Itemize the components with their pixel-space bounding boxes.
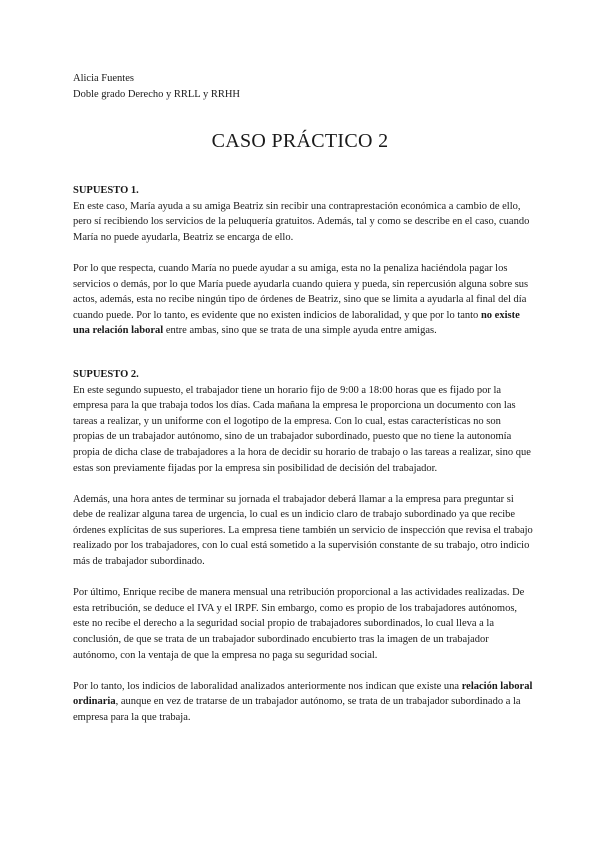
text-run: , aunque en vez de tratarse de un trabajador autónomo, se trata de un trabajador subordinado a la empresa para la que trabaja. — [73, 696, 521, 723]
document-body — [73, 183, 533, 741]
bold-text: no existe una relación laboral — [73, 309, 520, 337]
paragraph: En este segundo supuesto, el trabajador tiene un horario fijo de 9:00 a 18:00 horas que es fijado por la empresa para la que trabaja todos los días. Cada mañana la empresa le proporciona un documento con las tareas a realizar, y un uniforme con el logotipo de la empresa. Con lo cual, estas características no son propias de un trabajador autónomo, sino de un trabajador subordinado, puesto que no tiene la autonomía propia de dicha clase de trabajadores a la hora de decidir su horario de trabajo o las tareas a realizar, sino que estas son previamente fijadas por la empresa sin posibilidad de decisión del trabajador. — [73, 384, 531, 474]
bold-text: relación laboral ordinaria — [73, 680, 533, 708]
degree-name: Doble grado Derecho y RRLL y RRHH — [73, 89, 240, 100]
section-supuesto-1 — [73, 183, 533, 339]
paragraph: Por último, Enrique recibe de manera mensual una retribución proporcional a las actividades realizadas. De esta retribución, se deduce el IVA y el IRPF. Sin embargo, como es propio de los trabajadores autónomos, este no recibe el derecho a la seguridad social propio de trabajadores subordinados, lo cual lleva a la conclusión, de que se trata de un trabajador subordinado encubierto tras la imagen de un trabajador autónomo, con la ventaja de que la empresa no paga su seguridad social. — [73, 587, 525, 661]
document-header — [73, 71, 240, 103]
section-supuesto-2 — [73, 367, 533, 726]
paragraph — [73, 261, 533, 339]
text-run: Por lo que respecta, cuando María no puede ayudar a su amiga, esta no la penaliza haciéndola pagar los servicios o demás, por lo que María puede ayudarla cuando quiera y pueda, sin repercusión alguna sobre sus actos, además, esta no recibe ningún tipo de órdenes de Beatriz, sino que se limita a ayudarla al final del día cuando puede. Por lo tanto, es evidente que no existen indicios de laboralidad, y que por lo tanto — [73, 262, 529, 321]
section-heading: SUPUESTO 1. — [73, 185, 139, 196]
paragraph — [73, 679, 533, 726]
section-heading: SUPUESTO 2. — [73, 368, 139, 380]
text-run: entre ambas, sino que se trata de una simple ayuda entre amigas. — [163, 325, 437, 337]
text-run: Por lo tanto, los indicios de laboralidad analizados anteriormente nos indican que existe una — [73, 680, 462, 692]
paragraph: Además, una hora antes de terminar su jornada el trabajador deberá llamar a la empresa para preguntar si debe de realizar alguna tarea de urgencia, lo cual es un indicio claro de trabajo subordinado ya que recibe órdenes explícitas de sus superiores. La empresa tiene también un servicio de inspección que revisa el trabajo realizado por los trabajadores, con lo cual está sometido a la supervisión constante de su trabajo, otro indicio más de trabajador subordinado. — [73, 493, 533, 568]
author-name: Alicia Fuentes — [73, 73, 134, 84]
page-title: CASO PRÁCTICO 2 — [211, 130, 389, 152]
paragraph: En este caso, María ayuda a su amiga Beatriz sin recibir una contraprestación económica a cambio de ello, pero sí recibiendo los servicios de la peluquería gratuitos. Además, tal y como se describe en el caso, cuando María no puede ayudarla, Beatriz se encarga de ello. — [73, 200, 530, 243]
